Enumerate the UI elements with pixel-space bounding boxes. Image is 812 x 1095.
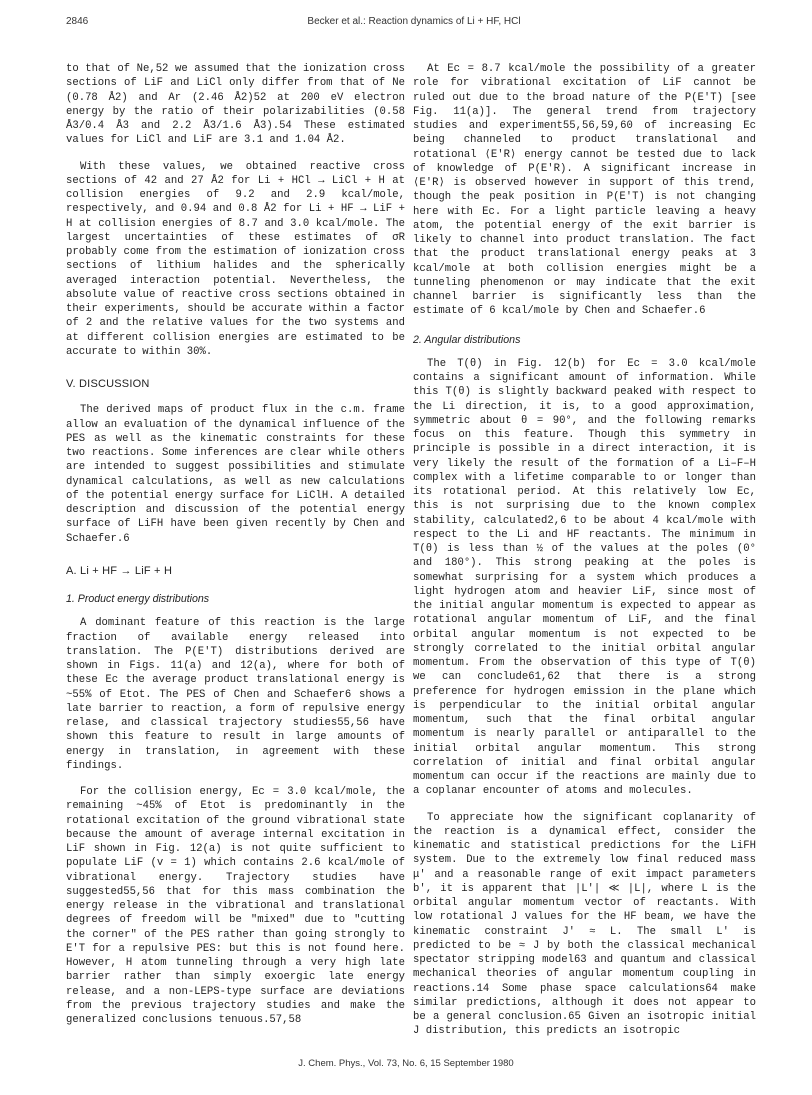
page-number: 2846 [66,16,89,27]
journal-citation-footer: J. Chem. Phys., Vol. 73, No. 6, 15 September 1980 [298,1058,514,1069]
left-column [66,62,405,1039]
running-header [66,16,762,32]
paragraph-angular-distribution: The T(θ) in Fig. 12(b) for Ec = 3.0 kcal/mole contains a significant amount of information. While this T(θ) is slightly backward peaked with respect to the Li direction, it is, to a good approximation, symmetric about θ = 90°, and the following remarks focus on this feature. Though this symmetry in principle is possible in a direct interaction, it is very likely the result of the formation of a Li–F–H complex with a lifetime comparable to or longer than its rotational period. At this relatively low Ec, this is not surprising due to the known complex stability, calculated2,6 to be about 4 kcal/mole with respect to the Li and HF reactants. The minimum in T(θ) is less than ½ of the values at the poles (0° and 180°). This strong peaking at the poles is somewhat surprising for a system which produces a light hydrogen atom and heavier LiF, since most of the initial angular momentum is expected to appear as rotational angular momentum of LiF, and the final orbital angular momentum is not expected to be strongly correlated to the initial orbital angular momentum. From the observation of this type of T(θ) we can conclude61,62 that there is a strong preference for hydrogen emission in the plane which is perpendicular to the initial orbital angular momentum, such that the final orbital angular momentum is nearly parallel or antiparallel to the initial orbital angular momentum. This strong correlation of initial and final orbital angular momentum can occur if the reactions are mainly due to a coplanar encounter of atoms and molecules. [413,357,756,798]
section-heading-discussion: V. DISCUSSION [66,378,150,390]
paragraph-ionization-cross-sections: to that of Ne,52 we assumed that the ionization cross sections of LiF and LiCl only differ from that of Ne (0.78 Å2) and Ar (2.46 Å2)52 at 200 eV electron energy by the ratio of their polarizabilities (0.58 Å3/0.4 Å3 and 2.2 Å3/1.6 Å3).54 These estimated values for LiCl and LiF are 3.1 and 1.04 Å2. [66,63,405,147]
paragraph-coplanarity: To appreciate how the significant coplanarity of the reaction is a dynamical effect, consider the kinematic and statistical predictions for the LiFH system. Due to the extremely low final reduced mass μ′ and a reasonable range of exit impact parameters b′, it is apparent that |L′| ≪ |L|, where L is the orbital angular momentum vector of reactants. With low rotational J values for the HF beam, we have the kinematic constraint J′ ≈ L. The small L′ is predicted to be ≈ J by both the classical mechanical spectator stripping model63 and quantum and classical mechanical theories of angular momentum coupling in reactions.14 Some phase space calculations64 make similar predictions, although it does not appear to be a general conclusion.65 Given an isotropic initial J distribution, this predicts an isotropic [413,811,756,1038]
paragraph-vibrational-excitation: At Ec = 8.7 kcal/mole the possibility of a greater role for vibrational excitation of LiF cannot be ruled out due to the broad nature of the P(E′T) [see Fig. 11(a)]. The general trend from trajectory studies and experiment55,56,59,60 of increasing Ec being channeled to product translational and rotational ⟨E′R⟩ energy cannot be tested due to lack of knowledge of P(E′R). A significant increase in ⟨E′R⟩ is observed however in support of this trend, though the peak position in P(E′T) is not changing here with Ec. For a light particle leaving a heavy atom, the potential energy of the exit barrier is likely to channel into product translation. The fact that the product translational energy peaks at 3 kcal/mole at both collision energies might be a tunneling phenomenon or may indicate that the exit channel barrier is significantly less than the estimate of 6 kcal/mole by Chen and Schaefer.6 [413,63,756,318]
subsection-heading-li-hf: A. Li + HF → LiF + H [66,564,173,577]
paragraph-reactive-cross-sections: With these values, we obtained reactive cross sections of 42 and 27 Å2 for Li + HCl → LiCl + H at collision energies of 9.2 and 2.9 kcal/mole, respectively, and 0.94 and 0.8 Å2 for Li + HF → LiF + H at collision energies of 8.7 and 3.0 kcal/mole. The largest uncertainties of these estimates of σR probably come from the estimation of ionization cross sections of lithium halides and the spherically averaged interaction potential. Nevertheless, the absolute value of reactive cross sections obtained in their experiments, should be accurate within a factor of 2 and the relative values for the two systems and at different collision energies are estimated to be accurate to within 30%. [66,160,405,358]
running-title: Becker et al.: Reaction dynamics of Li + HF, HCl [307,16,521,27]
paragraph-collision-energy: For the collision energy, Ec = 3.0 kcal/mole, the remaining ~45% of Etot is predominantly in the rotational excitation of the ground vibrational state because the amount of average internal excitation in LiF shown in Fig. 12(a) is not quite sufficient to populate LiF (v = 1) which contains 2.6 kcal/mole of vibrational energy. Trajectory studies have suggested55,56 that for this mass combination the energy release in the vibrational and translational degrees of freedom will be "mixed" due to "cutting the corner" of the PES rather than going strongly to E′T for a repulsive PES: but this is not found here. However, H atom tunneling through a very high late barrier rather than simply exoergic late energy release, and a non-LEPS-type surface are deviations from the previous trajectory studies and make the generalized conclusions tenuous.57,58 [66,786,405,1026]
right-column [413,62,756,1051]
paragraph-energy-release: A dominant feature of this reaction is the large fraction of available energy released into translation. The P(E′T) distributions derived are shown in Figs. 11(a) and 12(a), where for both of these Ec the average product translational energy is ~55% of Etot. The PES of Chen and Schaefer6 shows a late barrier to reaction, a form of repulsive energy relase, and classical trajectory studies55,56 have shown this feature to result in large amounts of energy in translation, in agreement with these findings. [66,617,405,772]
subsubsection-heading-product-energy: 1. Product energy distributions [66,593,210,605]
paragraph-discussion-intro: The derived maps of product flux in the c.m. frame allow an evaluation of the dynamical influence of the PES as well as the kinematic constraints for these two reactions. Some inferences are clear while others are intended to suggest possibilities and stimulate dynamical calculations, as well as new calculations of the potential energy surface for LiClH. A detailed description and discussion of the potential energy surface of LiFH have been given recently by Chen and Schaefer.6 [66,404,405,545]
subsubsection-heading-angular: 2. Angular distributions [413,333,521,346]
